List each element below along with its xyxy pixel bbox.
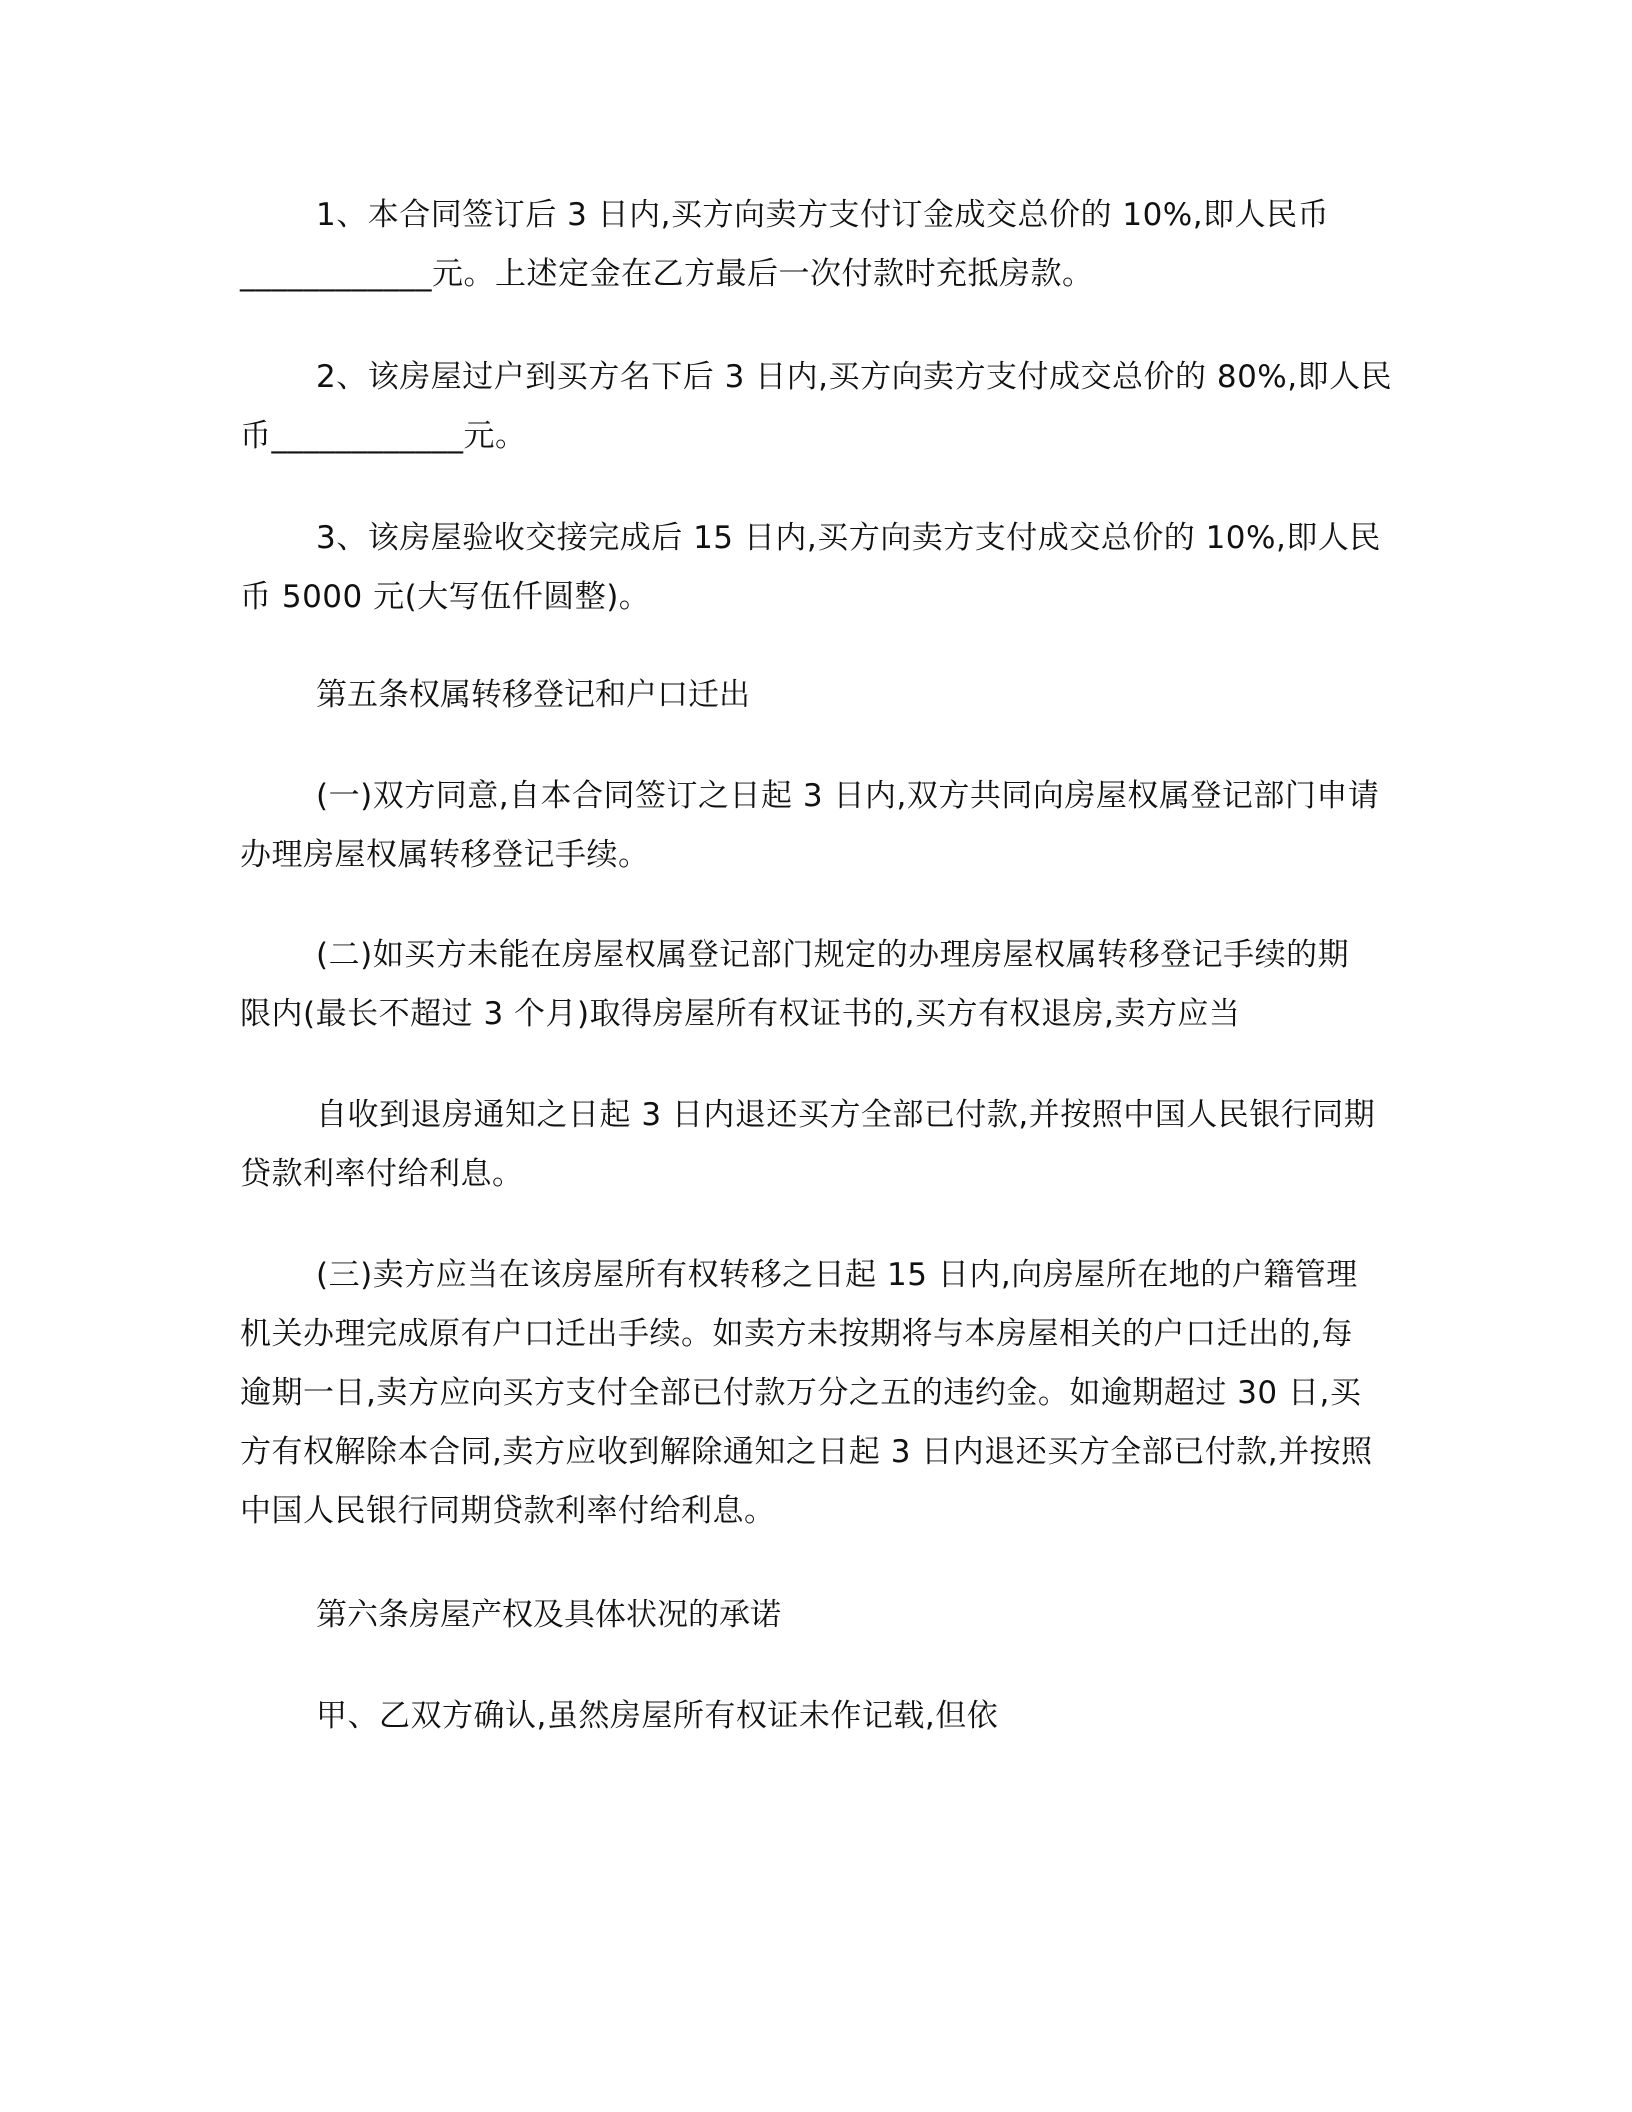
- clause-line: 自收到退房通知之日起 3 日内退还买方全部已付款,并按照中国人民银行同期: [316, 1097, 1376, 1133]
- article-5-clause-1: [240, 767, 1390, 885]
- clause-line: 甲、乙双方确认,虽然房屋所有权证未作记载,但依: [316, 1698, 999, 1734]
- payment-clause-3: [240, 509, 1390, 627]
- clause-line: 中国人民银行同期贷款利率付给利息。: [240, 1493, 776, 1529]
- article-5-clause-3: [240, 1246, 1390, 1541]
- payment-clause-1: [240, 186, 1390, 304]
- clause-line: 3、该房屋验收交接完成后 15 日内,买方向卖方支付成交总价的 10%,即人民: [316, 520, 1381, 556]
- clause-line: (三)卖方应当在该房屋所有权转移之日起 15 日内,向房屋所在地的户籍管理: [316, 1257, 1358, 1293]
- clause-line: (一)双方同意,自本合同签订之日起 3 日内,双方共同向房屋权属登记部门申请: [316, 778, 1380, 814]
- article-5-heading: 第五条权属转移登记和户口迁出: [316, 677, 750, 713]
- clause-line: 办理房屋权属转移登记手续。: [240, 837, 650, 873]
- clause-line: 机关办理完成原有户口迁出手续。如卖方未按期将与本房屋相关的户口迁出的,每: [240, 1316, 1353, 1352]
- clause-line: 2、该房屋过户到买方名下后 3 日内,买方向卖方支付成交总价的 80%,即人民: [316, 359, 1393, 395]
- clause-line: 贷款利率付给利息。: [240, 1156, 524, 1192]
- clause-line: 方有权解除本合同,卖方应收到解除通知之日起 3 日内退还买方全部已付款,并按照: [240, 1434, 1373, 1470]
- article-6-heading: 第六条房屋产权及具体状况的承诺: [316, 1597, 781, 1633]
- clause-line: 逾期一日,卖方应向买方支付全部已付款万分之五的违约金。如逾期超过 30 日,买: [240, 1375, 1362, 1411]
- clause-line: (二)如买方未能在房屋权属登记部门规定的办理房屋权属转移登记手续的期: [316, 937, 1350, 973]
- clause-line: 限内(最长不超过 3 个月)取得房屋所有权证书的,买方有权退房,卖方应当: [240, 996, 1241, 1032]
- clause-line: 币____________元。: [240, 418, 527, 454]
- clause-line: 1、本合同签订后 3 日内,买方向卖方支付订金成交总价的 10%,即人民币: [316, 197, 1330, 233]
- article-5-clause-2: [240, 926, 1390, 1044]
- clause-line: 币 5000 元(大写伍仟圆整)。: [240, 579, 651, 615]
- clause-line: ____________元。上述定金在乙方最后一次付款时充抵房款。: [240, 256, 1094, 292]
- article-6-clause-1: [240, 1687, 1390, 1746]
- article-5-clause-2-continued: [240, 1086, 1390, 1204]
- payment-clause-2: [240, 348, 1393, 466]
